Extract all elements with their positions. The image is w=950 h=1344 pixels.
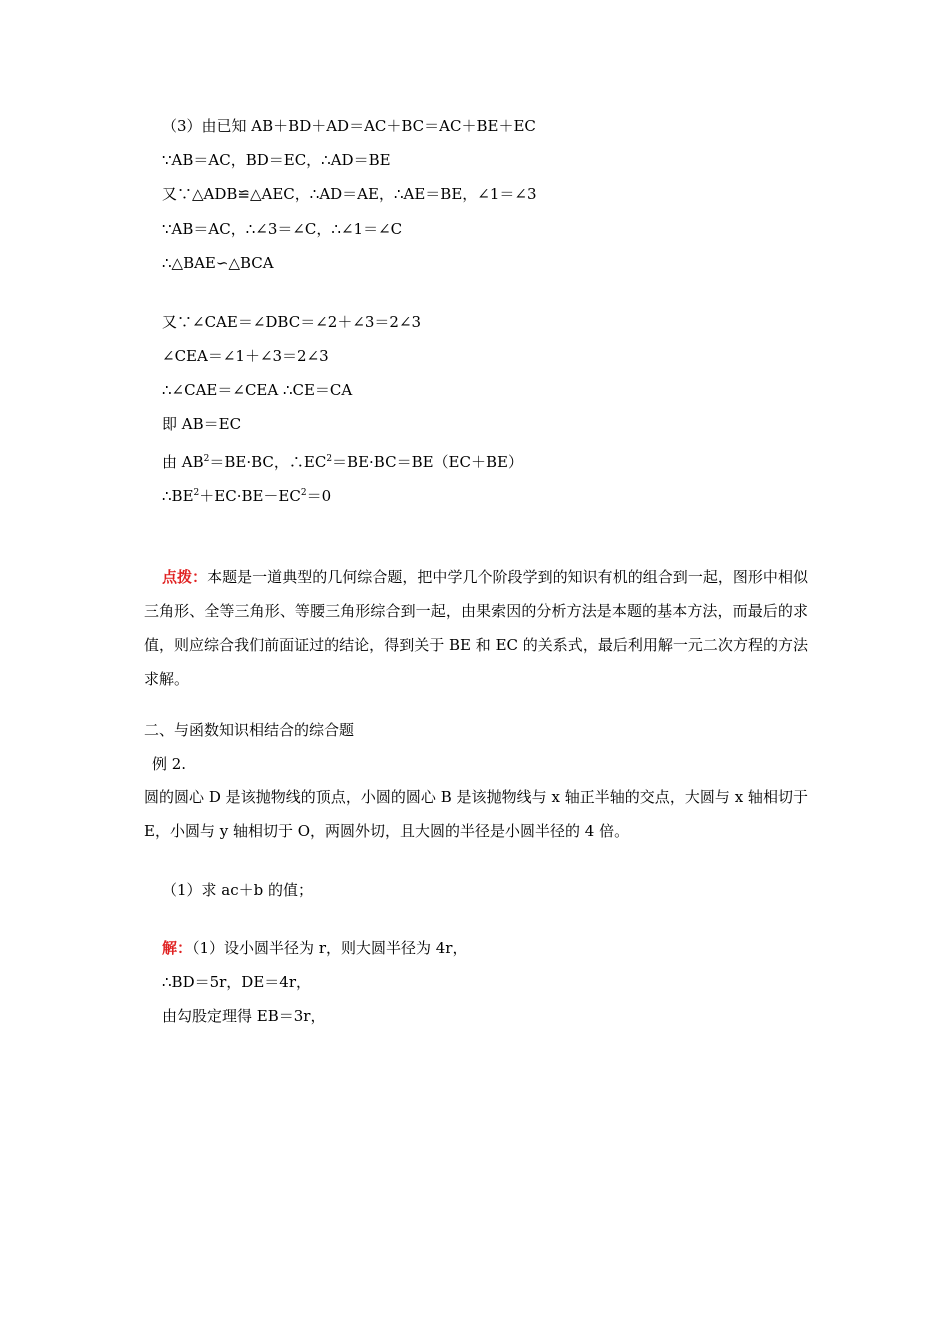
proof-line-11 (162, 483, 331, 506)
question-1: （1）求 ac＋b 的值； (162, 881, 314, 899)
solution-line-1 (162, 938, 467, 958)
proof-line-6: 又∵∠CAE＝∠DBC＝∠2＋∠3＝2∠3 (162, 313, 422, 331)
proof-line-2: ∵AB＝AC，BD＝EC，∴AD＝BE (162, 151, 391, 169)
proof-line-10-part-c: ＝BE·BC＝BE（EC＋BE） (332, 453, 523, 471)
tip-paragraph (144, 560, 808, 696)
proof-line-10-part-a: 由 AB (162, 453, 204, 471)
tip-label: 点拨： (162, 568, 208, 586)
proof-line-8: ∴∠CAE＝∠CEA ∴CE＝CA (162, 381, 353, 399)
solution-label: 解： (162, 939, 193, 957)
proof-line-3: 又∵△ADB≌△AEC，∴AD＝AE，∴AE＝BE，∠1＝∠3 (162, 185, 537, 203)
proof-line-11-part-b: ＋EC·BE－EC (199, 487, 301, 505)
superscript-2: 2 (193, 488, 200, 498)
proof-line-9: 即 AB＝EC (162, 415, 242, 433)
tip-text: 本题是一道典型的几何综合题，把中学几个阶段学到的知识有机的组合到一起，图形中相似三角形、全等三角形、等腰三角形综合到一起，由果索因的分析方法是本题的基本方法，而最后的求值，则应综合我们前面证过的结论，得到关于 BE 和 EC 的关系式，最后利用解一元二次方程的方法求解。 (144, 568, 808, 688)
solution-step-1: （1）设小圆半径为 r，则大圆半径为 4r， (192, 939, 468, 957)
problem-statement: 圆的圆心 D 是该抛物线的顶点，小圆的圆心 B 是该抛物线与 x 轴正半轴的交点，大圆与 x 轴相切于 E，小圆与 y 轴相切于 O，两圆外切，且大圆的半径是小圆半径的 4 倍。 (144, 788, 808, 840)
section-heading: 二、与函数知识相结合的综合题 (144, 721, 355, 739)
proof-line-1: （3）由已知 AB＋BD＋AD＝AC＋BC＝AC＋BE＋EC (162, 117, 536, 135)
proof-line-10-part-b: ＝BE·BC，∴EC (209, 453, 327, 471)
proof-line-7: ∠CEA＝∠1＋∠3＝2∠3 (162, 347, 329, 365)
proof-line-5: ∴△BAE∽△BCA (162, 254, 274, 272)
proof-line-11-part-c: ＝0 (306, 487, 332, 505)
solution-line-3: 由勾股定理得 EB＝3r， (162, 1007, 326, 1025)
proof-line-10 (162, 449, 523, 472)
superscript-2: 2 (300, 488, 307, 498)
superscript-2: 2 (326, 454, 333, 464)
solution-line-2: ∴BD＝5r，DE＝4r， (162, 973, 311, 991)
example-label: 例 2. (152, 755, 187, 773)
superscript-2: 2 (203, 454, 210, 464)
proof-line-11-part-a: ∴BE (162, 487, 194, 505)
proof-line-4: ∵AB＝AC，∴∠3＝∠C，∴∠1＝∠C (162, 220, 403, 238)
